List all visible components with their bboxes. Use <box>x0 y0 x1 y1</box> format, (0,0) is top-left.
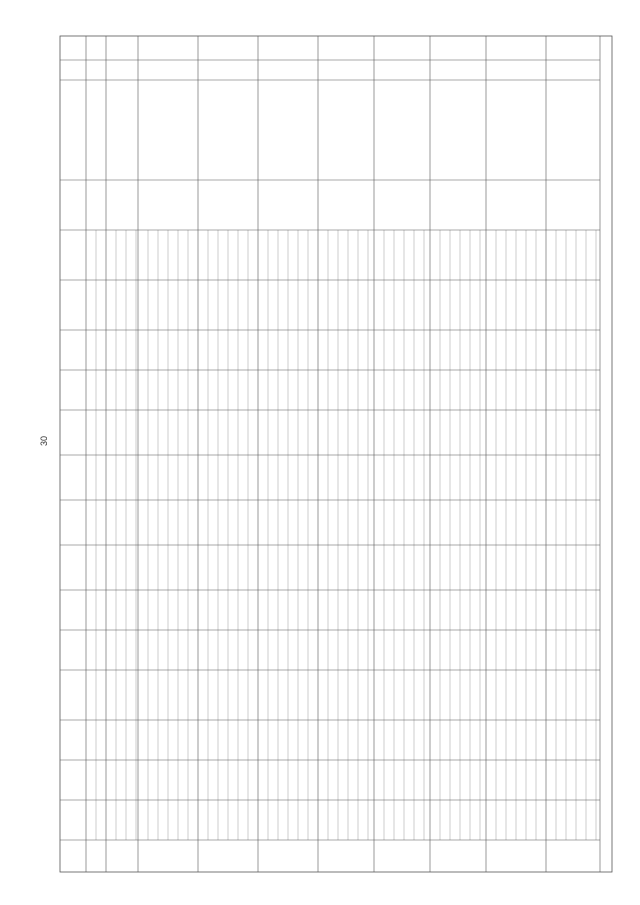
table-frame <box>60 36 612 872</box>
table-grid-lines <box>60 36 612 872</box>
page-number: 30 <box>39 436 49 447</box>
